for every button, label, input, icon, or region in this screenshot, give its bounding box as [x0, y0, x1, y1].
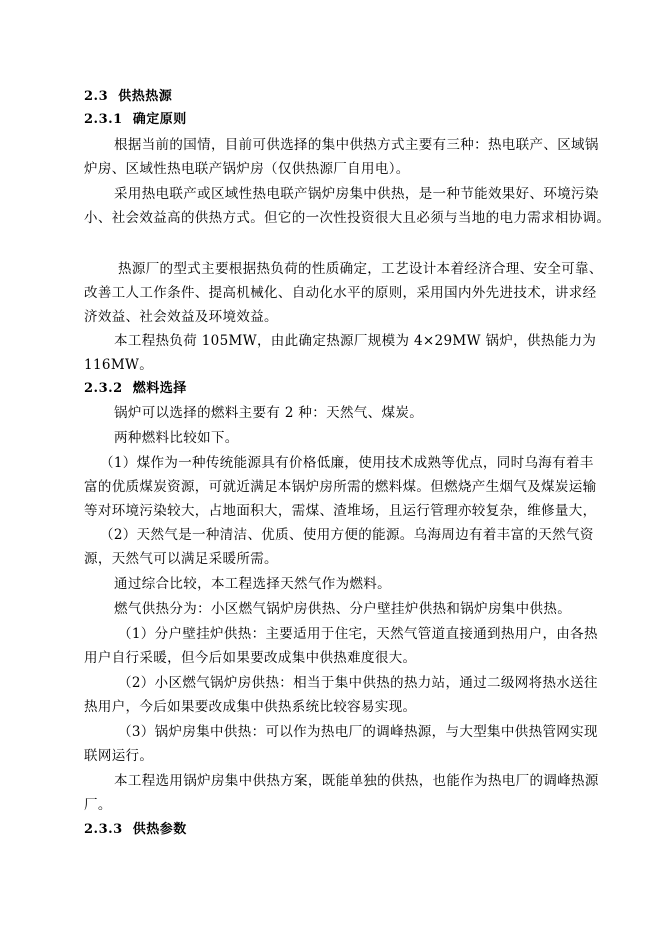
paragraph-line: 本工程热负荷 105MW，由此确定热源厂规模为 4×29MW 锅炉，供热能力为	[114, 333, 597, 349]
paragraph-line: 两种燃料比较如下。	[114, 430, 239, 446]
section-number: 2.3.2	[84, 381, 123, 396]
section-title: 确定原则	[132, 112, 187, 127]
paragraph-line: 源，天然气可以满足采暖所需。	[84, 551, 278, 567]
paragraph-line: 用户自行采暖，但今后如果要改成集中供热难度很大。	[84, 650, 417, 666]
section-title: 供热参数	[132, 822, 187, 837]
section-title: 供热热源	[118, 89, 173, 104]
paragraph-line: 116MW。	[84, 357, 154, 373]
paragraph-line: 通过综合比较，本工程选择天然气作为燃料。	[114, 576, 391, 592]
section-heading-2-3-3	[84, 821, 187, 839]
paragraph-line: （1）分户壁挂炉供热：主要适用于住宅，天然气管道直接通到热用户，由各热	[118, 626, 598, 642]
paragraph-line: 富的优质煤炭资源，可就近满足本锅炉房所需的燃料煤。但燃烧产生烟气及煤炭运输	[84, 479, 597, 495]
paragraph-line: 热用户，今后如果要改成集中供热系统比较容易实现。	[84, 699, 417, 715]
section-number: 2.3	[84, 89, 109, 104]
paragraph-line: （3）锅炉房集中供热：可以作为热电厂的调峰热源，与大型集中供热管网实现	[118, 724, 598, 740]
paragraph-line: 改善工人工作条件、提高机械化、自动化水平的原则，采用国内外先进技术，讲求经	[84, 285, 597, 301]
paragraph-line: （1）煤作为一种传统能源具有价格低廉，使用技术成熟等优点，同时乌海有着丰	[100, 455, 594, 471]
paragraph-line: 热源厂的型式主要根据热负荷的性质确定，工艺设计本着经济合理、安全可靠、	[118, 261, 603, 277]
paragraph-line: （2）天然气是一种清洁、优质、使用方便的能源。乌海周边有着丰富的天然气资	[100, 527, 594, 543]
paragraph-line: 燃气供热分为：小区燃气锅炉房供热、分户壁挂炉供热和锅炉房集中供热。	[114, 601, 572, 617]
section-number: 2.3.3	[84, 822, 123, 837]
paragraph-line: 小、社会效益高的供热方式。但它的一次性投资很大且必须与当地的电力需求相协调。	[84, 210, 611, 226]
section-title: 燃料选择	[132, 381, 187, 396]
paragraph-line: 济效益、社会效益及环境效益。	[84, 309, 278, 325]
section-heading-2-3-1	[84, 111, 187, 129]
paragraph-line: 根据当前的国情，目前可供选择的集中供热方式主要有三种：热电联产、区域锅	[114, 137, 599, 153]
paragraph-line: 锅炉可以选择的燃料主要有 2 种：天然气、煤炭。	[114, 405, 424, 421]
section-heading-2-3	[84, 88, 172, 106]
paragraph-line: 采用热电联产或区域性热电联产锅炉房集中供热，是一种节能效果好、环境污染	[114, 186, 599, 202]
paragraph-line: 联网运行。	[84, 748, 154, 764]
paragraph-line: （2）小区燃气锅炉房供热：相当于集中供热的热力站，通过二级网将热水送往	[118, 675, 598, 691]
paragraph-line: 等对环境污染较大，占地面积大，需煤、渣堆场，且运行管理亦较复杂，维修量大，	[84, 503, 597, 519]
paragraph-line: 本工程选用锅炉房集中供热方案，既能单独的供热，也能作为热电厂的调峰热源	[114, 773, 599, 789]
section-heading-2-3-2	[84, 380, 187, 398]
paragraph-line: 厂。	[84, 797, 112, 813]
paragraph-line: 炉房、区域性热电联产锅炉房（仅供热源厂自用电）。	[84, 161, 410, 177]
section-number: 2.3.1	[84, 112, 123, 127]
